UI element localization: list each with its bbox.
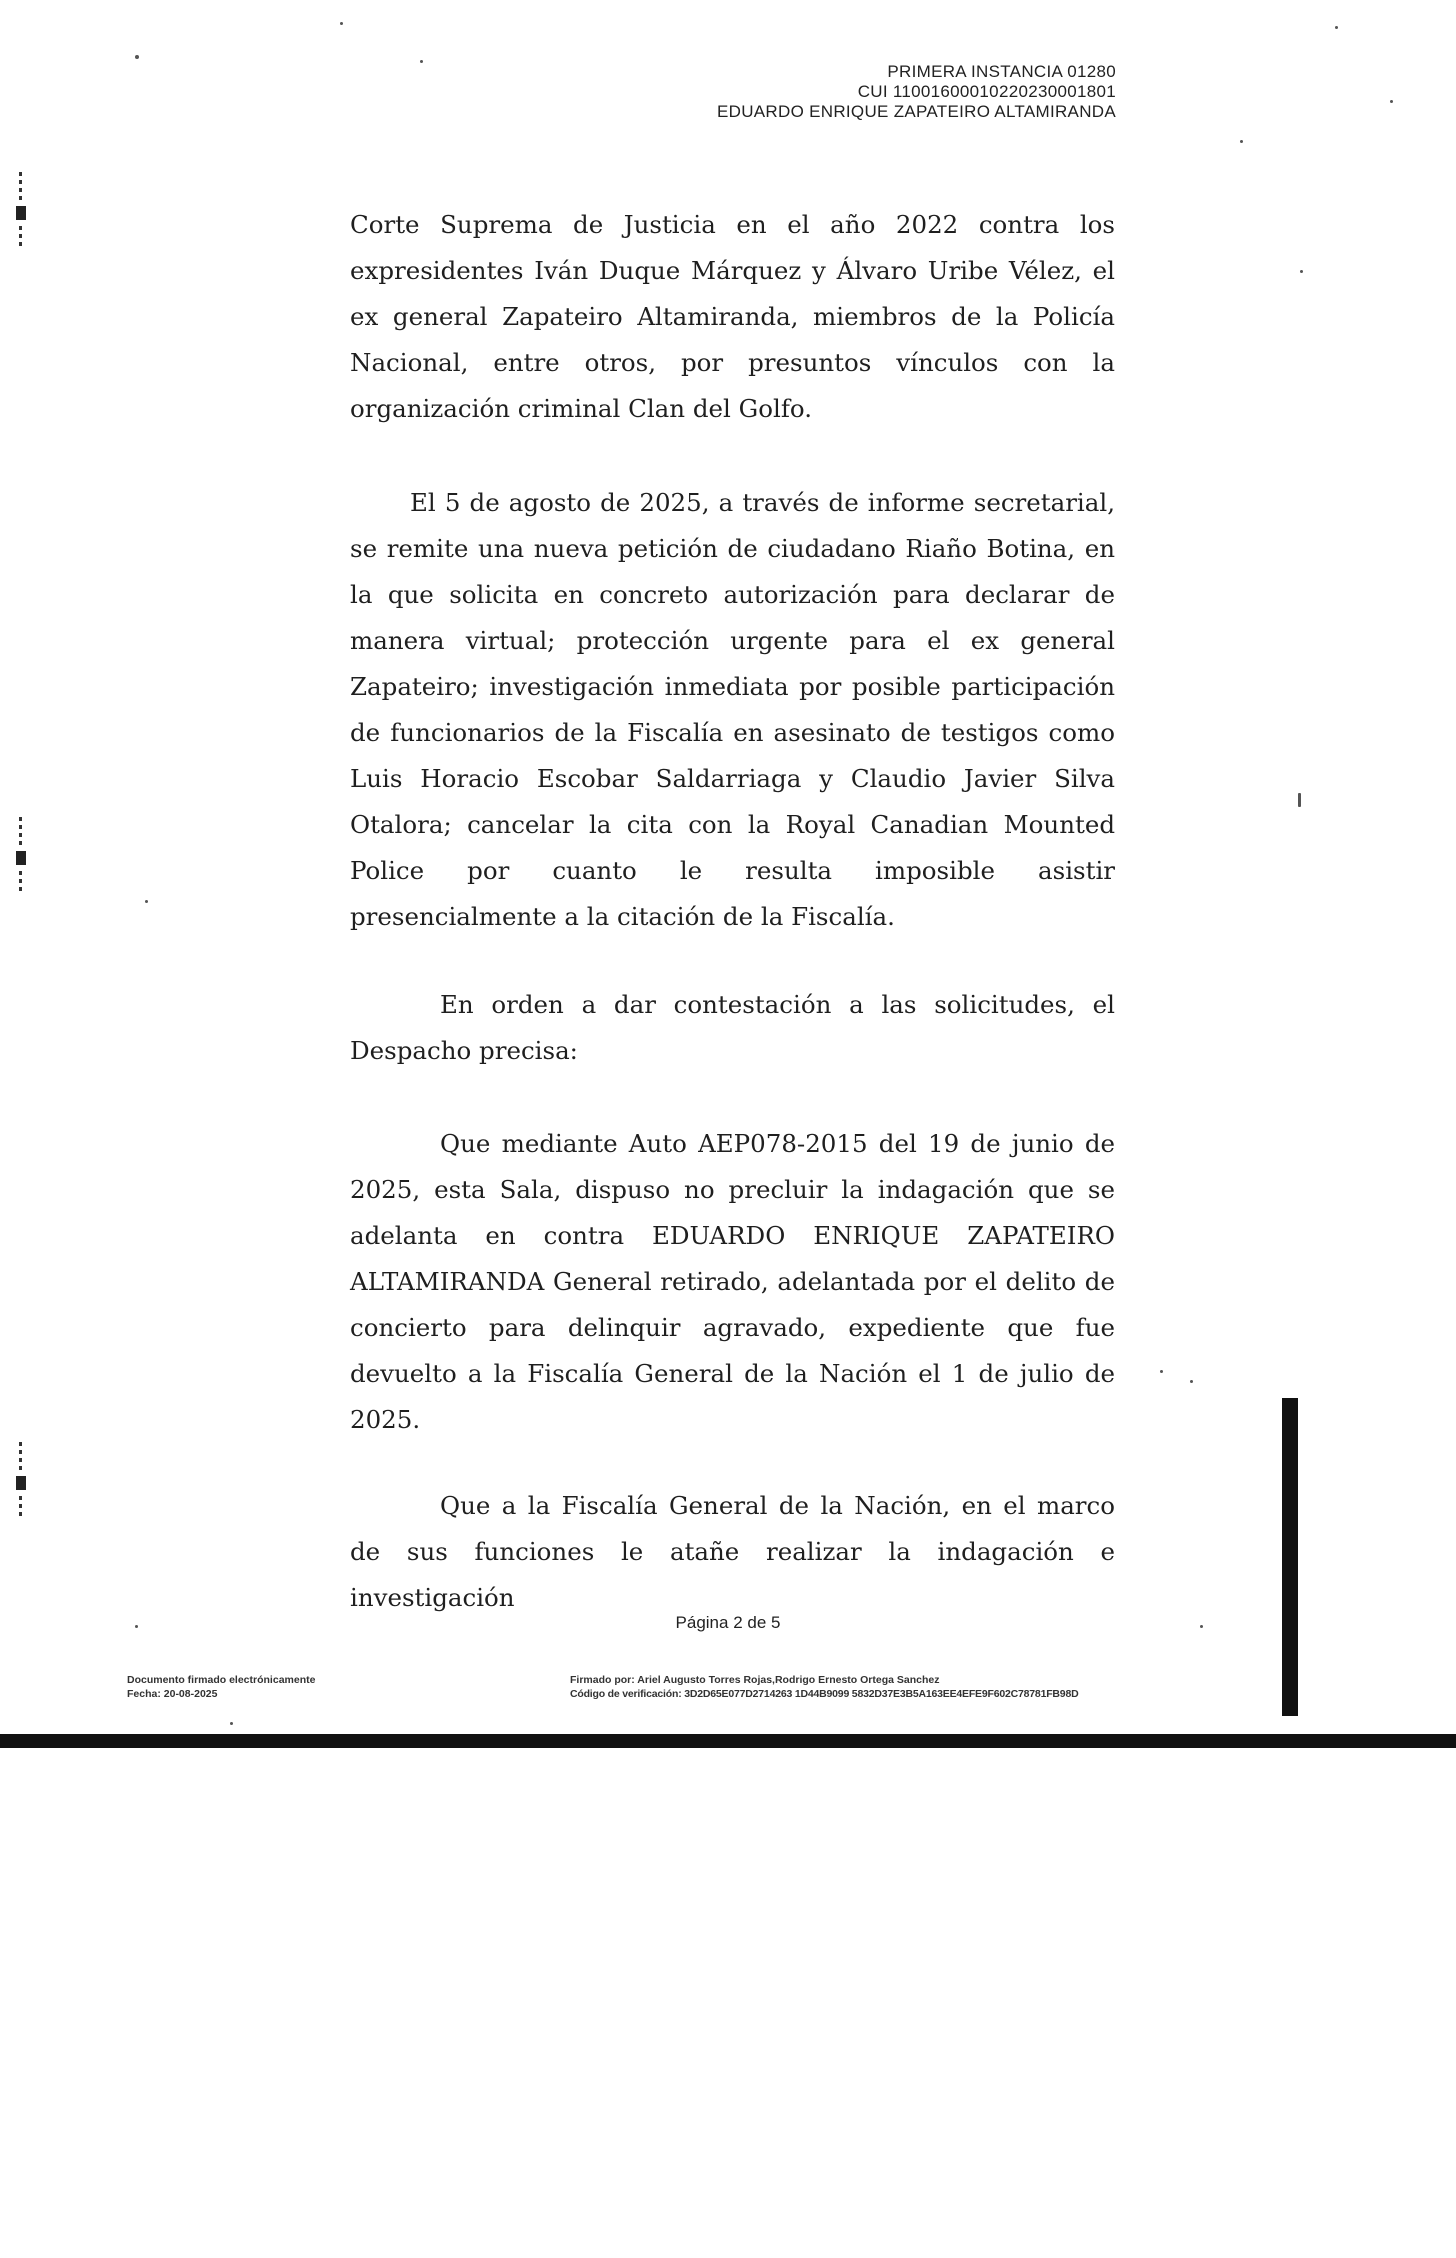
paragraph-2: El 5 de agosto de 2025, a través de informe secretarial, se remite una nueva petición de ciudadano Riaño Botina, en la que solicita en concreto autorización para declarar de manera virtual; protección urgente para el ex general Zapateiro; investigación inmediata por posible participación de funcionarios de la Fiscalía en asesinato de testigos como Luis Horacio Escobar Saldarriaga y Claudio Javier Silva Otalora; cancelar la cita con la Royal Canadian Mounted Police por cuanto le resulta imposible asistir presencialmente a la citación de la Fiscalía. — [350, 488, 1115, 931]
scan-speck — [1200, 1625, 1203, 1628]
scan-speck — [1390, 100, 1393, 103]
margin-bar — [1282, 1398, 1298, 1716]
paragraph-4: Que mediante Auto AEP078-2015 del 19 de junio de 2025, esta Sala, dispuso no precluir la indagación que se adelanta en contra EDUARDO ENRIQUE ZAPATEIRO ALTAMIRANDA General retirado, adelantada por el delito de concierto para delinquir agravado, expediente que fue devuelto a la Fiscalía General de la Nación el 1 de julio de 2025. — [350, 1129, 1115, 1434]
scan-speck — [340, 22, 343, 25]
footer-rule — [0, 1734, 1456, 1748]
scan-speck — [1335, 26, 1338, 29]
scan-speck — [420, 60, 423, 63]
scan-speck — [135, 1625, 138, 1628]
scan-hole-mark-icon — [12, 815, 30, 905]
header-name: EDUARDO ENRIQUE ZAPATEIRO ALTAMIRANDA — [716, 102, 1116, 121]
scan-speck — [1300, 270, 1303, 273]
footer-date: Fecha: 20-08-2025 — [127, 1688, 218, 1700]
scan-speck — [145, 900, 148, 903]
scan-speck — [230, 1722, 233, 1725]
scan-hole-mark-icon — [12, 1440, 30, 1530]
footer-signed-by: Firmado por: Ariel Augusto Torres Rojas,Rodrigo Ernesto Ortega Sanchez — [570, 1674, 940, 1686]
footer-doc-signed: Documento firmado electrónicamente — [127, 1674, 316, 1686]
header-instance: PRIMERA INSTANCIA 01280 — [887, 62, 1116, 81]
scan-hole-mark-icon — [12, 170, 30, 260]
scan-speck — [1190, 1380, 1193, 1383]
footer-signers — [570, 1673, 1078, 1701]
scan-speck — [135, 55, 139, 59]
scan-speck — [1240, 140, 1243, 143]
footer-verification-code: Código de verificación: 3D2D65E077D2714263 1D44B9099 5832D37E3B5A163EE4EFE9F602C78781FB98D — [570, 1688, 1079, 1700]
paragraph-3: En orden a dar contestación a las solicitudes, el Despacho precisa: — [350, 990, 1115, 1065]
paragraph-1: Corte Suprema de Justicia en el año 2022 contra los expresidentes Iván Duque Márquez y Álvaro Uribe Vélez, el ex general Zapateiro Altamiranda, miembros de la Policía Nacional, entre otros, por presuntos vínculos con la organización criminal Clan del Golfo. — [350, 210, 1115, 423]
scan-speck — [1298, 793, 1301, 807]
footer-signature-info — [127, 1673, 315, 1701]
header-cui: CUI 11001600010220230001801 — [857, 82, 1116, 101]
case-header — [717, 62, 1116, 122]
paragraph-5: Que a la Fiscalía General de la Nación, en el marco de sus funciones le atañe realizar la indagación e investigación — [350, 1491, 1115, 1612]
scan-speck — [1160, 1370, 1163, 1373]
page-number: Página 2 de 5 — [675, 1613, 781, 1632]
